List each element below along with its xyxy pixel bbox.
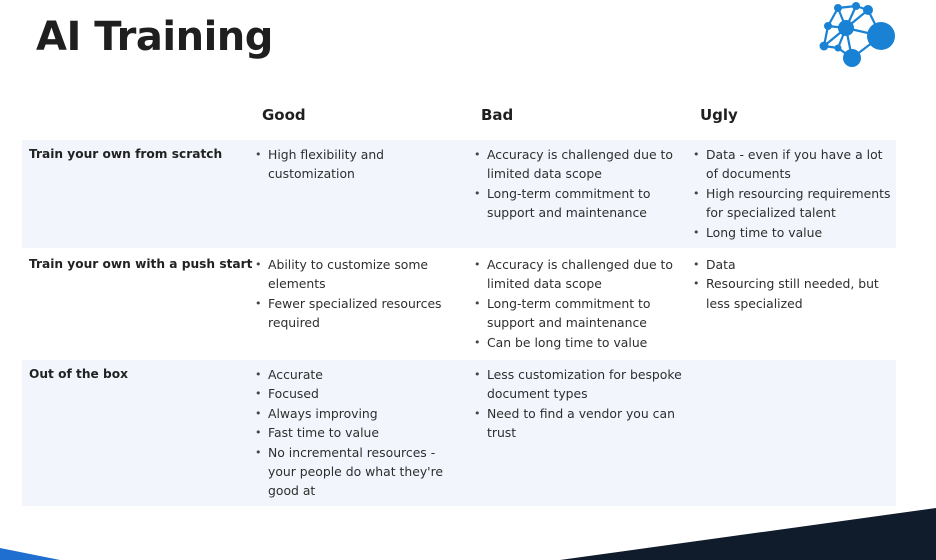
bad-cell	[472, 365, 682, 443]
list-item: • Less customization for bespoke document types	[472, 365, 682, 404]
list-item: • Ability to customize some elements	[253, 255, 453, 294]
row-label: Train your own with a push start	[29, 257, 253, 271]
network-nodes-icon	[812, 0, 904, 72]
list-item: • Can be long time to value	[472, 333, 682, 352]
list-item: • Long time to value	[691, 223, 896, 242]
list-item: • Long-term commitment to support and maintenance	[472, 184, 682, 223]
good-cell	[253, 255, 453, 333]
good-cell	[253, 365, 458, 501]
ugly-cell	[691, 145, 896, 242]
list-item: • Resourcing still needed, but less specialized	[691, 274, 896, 313]
list-item: • Need to find a vendor you can trust	[472, 404, 682, 443]
bad-cell	[472, 255, 682, 352]
list-item: • High resourcing requirements for specialized talent	[691, 184, 896, 223]
list-item: • Data - even if you have a lot of documents	[691, 145, 896, 184]
list-item: • Accurate	[253, 365, 458, 384]
list-item: • No incremental resources - your people do what they're good at	[253, 443, 458, 501]
list-item: • Always improving	[253, 404, 458, 423]
list-item: • High flexibility and customization	[253, 145, 453, 184]
table-header	[0, 106, 936, 126]
row-label: Out of the box	[29, 367, 128, 381]
page-title: AI Training	[36, 14, 273, 60]
row-label: Train your own from scratch	[29, 147, 223, 161]
column-header-ugly: Ugly	[700, 106, 738, 124]
list-item: • Long-term commitment to support and maintenance	[472, 294, 682, 333]
table-row	[22, 360, 896, 506]
list-item: • Accuracy is challenged due to limited data scope	[472, 255, 682, 294]
column-header-bad: Bad	[481, 106, 514, 124]
ugly-cell	[691, 255, 896, 313]
list-item: • Data	[691, 255, 896, 274]
list-item: • Focused	[253, 384, 458, 403]
good-cell	[253, 145, 453, 184]
bad-cell	[472, 145, 682, 223]
list-item: • Accuracy is challenged due to limited data scope	[472, 145, 682, 184]
list-item: • Fewer specialized resources required	[253, 294, 453, 333]
table-row	[22, 140, 896, 248]
list-item: • Fast time to value	[253, 423, 458, 442]
table-row	[22, 250, 896, 358]
column-header-good: Good	[262, 106, 306, 124]
